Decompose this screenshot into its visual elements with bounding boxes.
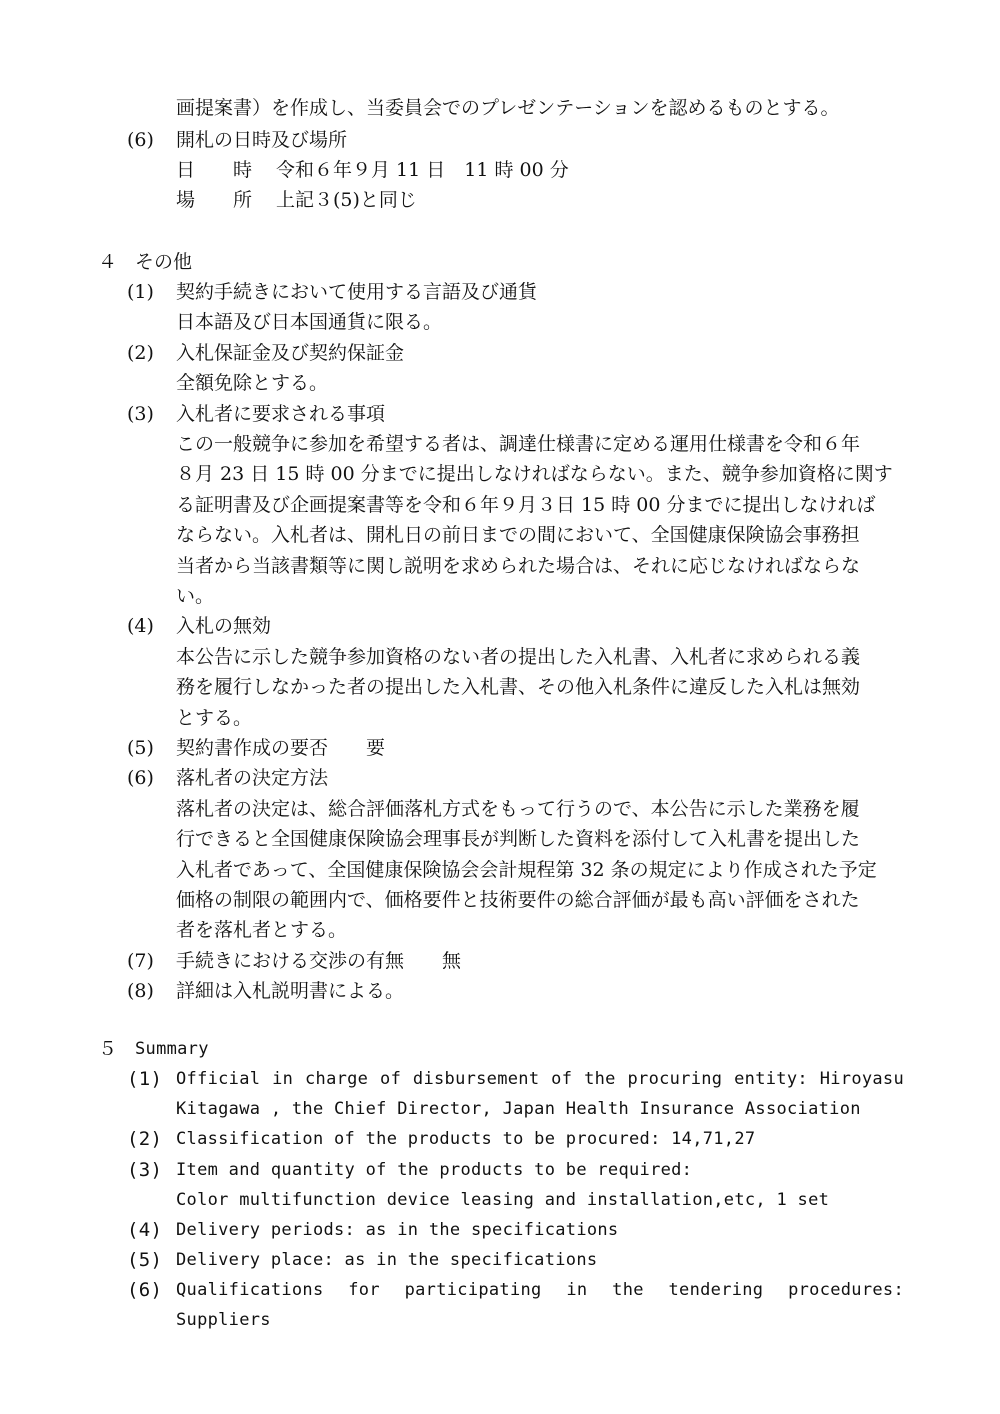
item-title: 入札の無効 xyxy=(176,615,272,638)
place-label: 場 所 xyxy=(176,189,253,211)
item-title: Classification of the products to be procured: 14,71,27 xyxy=(176,1129,756,1150)
item-text-line: 落札者の決定は、総合評価落札方式をもって行うので、本公告に示した業務を履 xyxy=(176,797,860,820)
item-text-line: い。 xyxy=(176,585,215,607)
item-number: (6) xyxy=(127,767,154,790)
item-number: (6) xyxy=(127,1279,163,1302)
item-number: (4) xyxy=(127,1219,163,1241)
item-text-line: この一般競争に参加を希望する者は、調達仕様書に定める運用仕様書を令和６年 xyxy=(176,433,861,455)
item-number: (3) xyxy=(127,402,154,425)
item-title: 詳細は入札説明書による。 xyxy=(176,980,405,1003)
section-5-title: Summary xyxy=(135,1039,209,1059)
item-number: (5) xyxy=(127,1249,163,1272)
item-title: 契約手続きにおいて使用する言語及び通貨 xyxy=(176,281,538,303)
item-title: Item and quantity of the products to be required: xyxy=(176,1159,693,1180)
item-text-line: Color multifunction device leasing and installation,etc, 1 set xyxy=(176,1189,830,1210)
item-text-line: 務を履行しなかった者の提出した入札書、その他入札条件に違反した入札は無効 xyxy=(176,676,861,699)
item-text-line: 日本語及び日本国通貨に限る。 xyxy=(176,311,443,334)
item-title: Delivery periods: as in the specifications xyxy=(176,1220,619,1240)
continuation-line: 画提案書）を作成し、当委員会でのプレゼンテーションを認めるものとする。 xyxy=(176,97,840,119)
item-text-line: 者を落札者とする。 xyxy=(176,919,348,942)
item-text-line: とする。 xyxy=(176,706,253,729)
place-value: 上記３(5)と同じ xyxy=(276,189,417,211)
item-title: 入札保証金及び契約保証金 xyxy=(176,341,405,364)
item-number: (3) xyxy=(127,1158,163,1181)
section-5-number: ５ xyxy=(98,1038,118,1060)
item-number: (5) xyxy=(127,737,154,759)
item-title: 入札者に要求される事項 xyxy=(176,402,386,425)
item-number: (1) xyxy=(127,281,154,303)
item-title: Official in charge of disbursement of the procuring entity: Hiroyasu xyxy=(176,1069,904,1089)
item-text-line: Kitagawa , the Chief Director, Japan Health Insurance Association xyxy=(176,1099,861,1120)
item-title: Qualifications for participating in the tendering procedures: Suppliers xyxy=(176,1280,904,1331)
item-title: 手続きにおける交渉の有無 無 xyxy=(176,949,462,972)
date-value: 令和６年９月 11 日 11 時 00 分 xyxy=(276,159,569,181)
item-text-line: る証明書及び企画提案書等を令和６年９月３日 15 時 00 分までに提出しなければ xyxy=(176,493,876,516)
item-text-line: 入札者であって、全国健康保険協会会計規程第 32 条の規定により作成された予定 xyxy=(176,858,877,881)
item-number: (6) xyxy=(127,129,154,151)
item-number: (7) xyxy=(127,949,154,972)
item-text-line: ならない。入札者は、開札日の前日までの間において、全国健康保険協会事務担 xyxy=(176,524,860,547)
item-text-line: ８月 23 日 15 時 00 分までに提出しなければならない。また、競争参加資格に関す xyxy=(176,463,893,486)
section-4-number: ４ xyxy=(98,251,118,273)
item-number: (2) xyxy=(127,1128,163,1151)
date-label: 日 時 xyxy=(176,159,253,181)
item-number: (2) xyxy=(127,341,154,364)
item-title: 契約書作成の要否 要 xyxy=(176,737,386,759)
item-text-line: 本公告に示した競争参加資格のない者の提出した入札書、入札者に求められる義 xyxy=(176,645,861,668)
item-number: (8) xyxy=(127,980,154,1003)
item-number: (1) xyxy=(127,1068,163,1090)
item-title: 落札者の決定方法 xyxy=(176,767,329,790)
item-text-line: 価格の制限の範囲内で、価格要件と技術要件の総合評価が最も高い評価をされた xyxy=(176,889,860,911)
item-text-line: 行できると全国健康保険協会理事長が判断した資料を添付して入札書を提出した xyxy=(176,828,861,851)
item-number: (4) xyxy=(127,615,154,638)
item-text-line: 全額免除とする。 xyxy=(176,372,329,395)
item-title: Delivery place: as in the specifications xyxy=(176,1250,598,1271)
section-4-title: その他 xyxy=(135,251,193,273)
item-text-line: 当者から当該書類等に関し説明を求められた場合は、それに応じなければならな xyxy=(176,554,861,577)
item-title: 開札の日時及び場所 xyxy=(176,129,348,151)
